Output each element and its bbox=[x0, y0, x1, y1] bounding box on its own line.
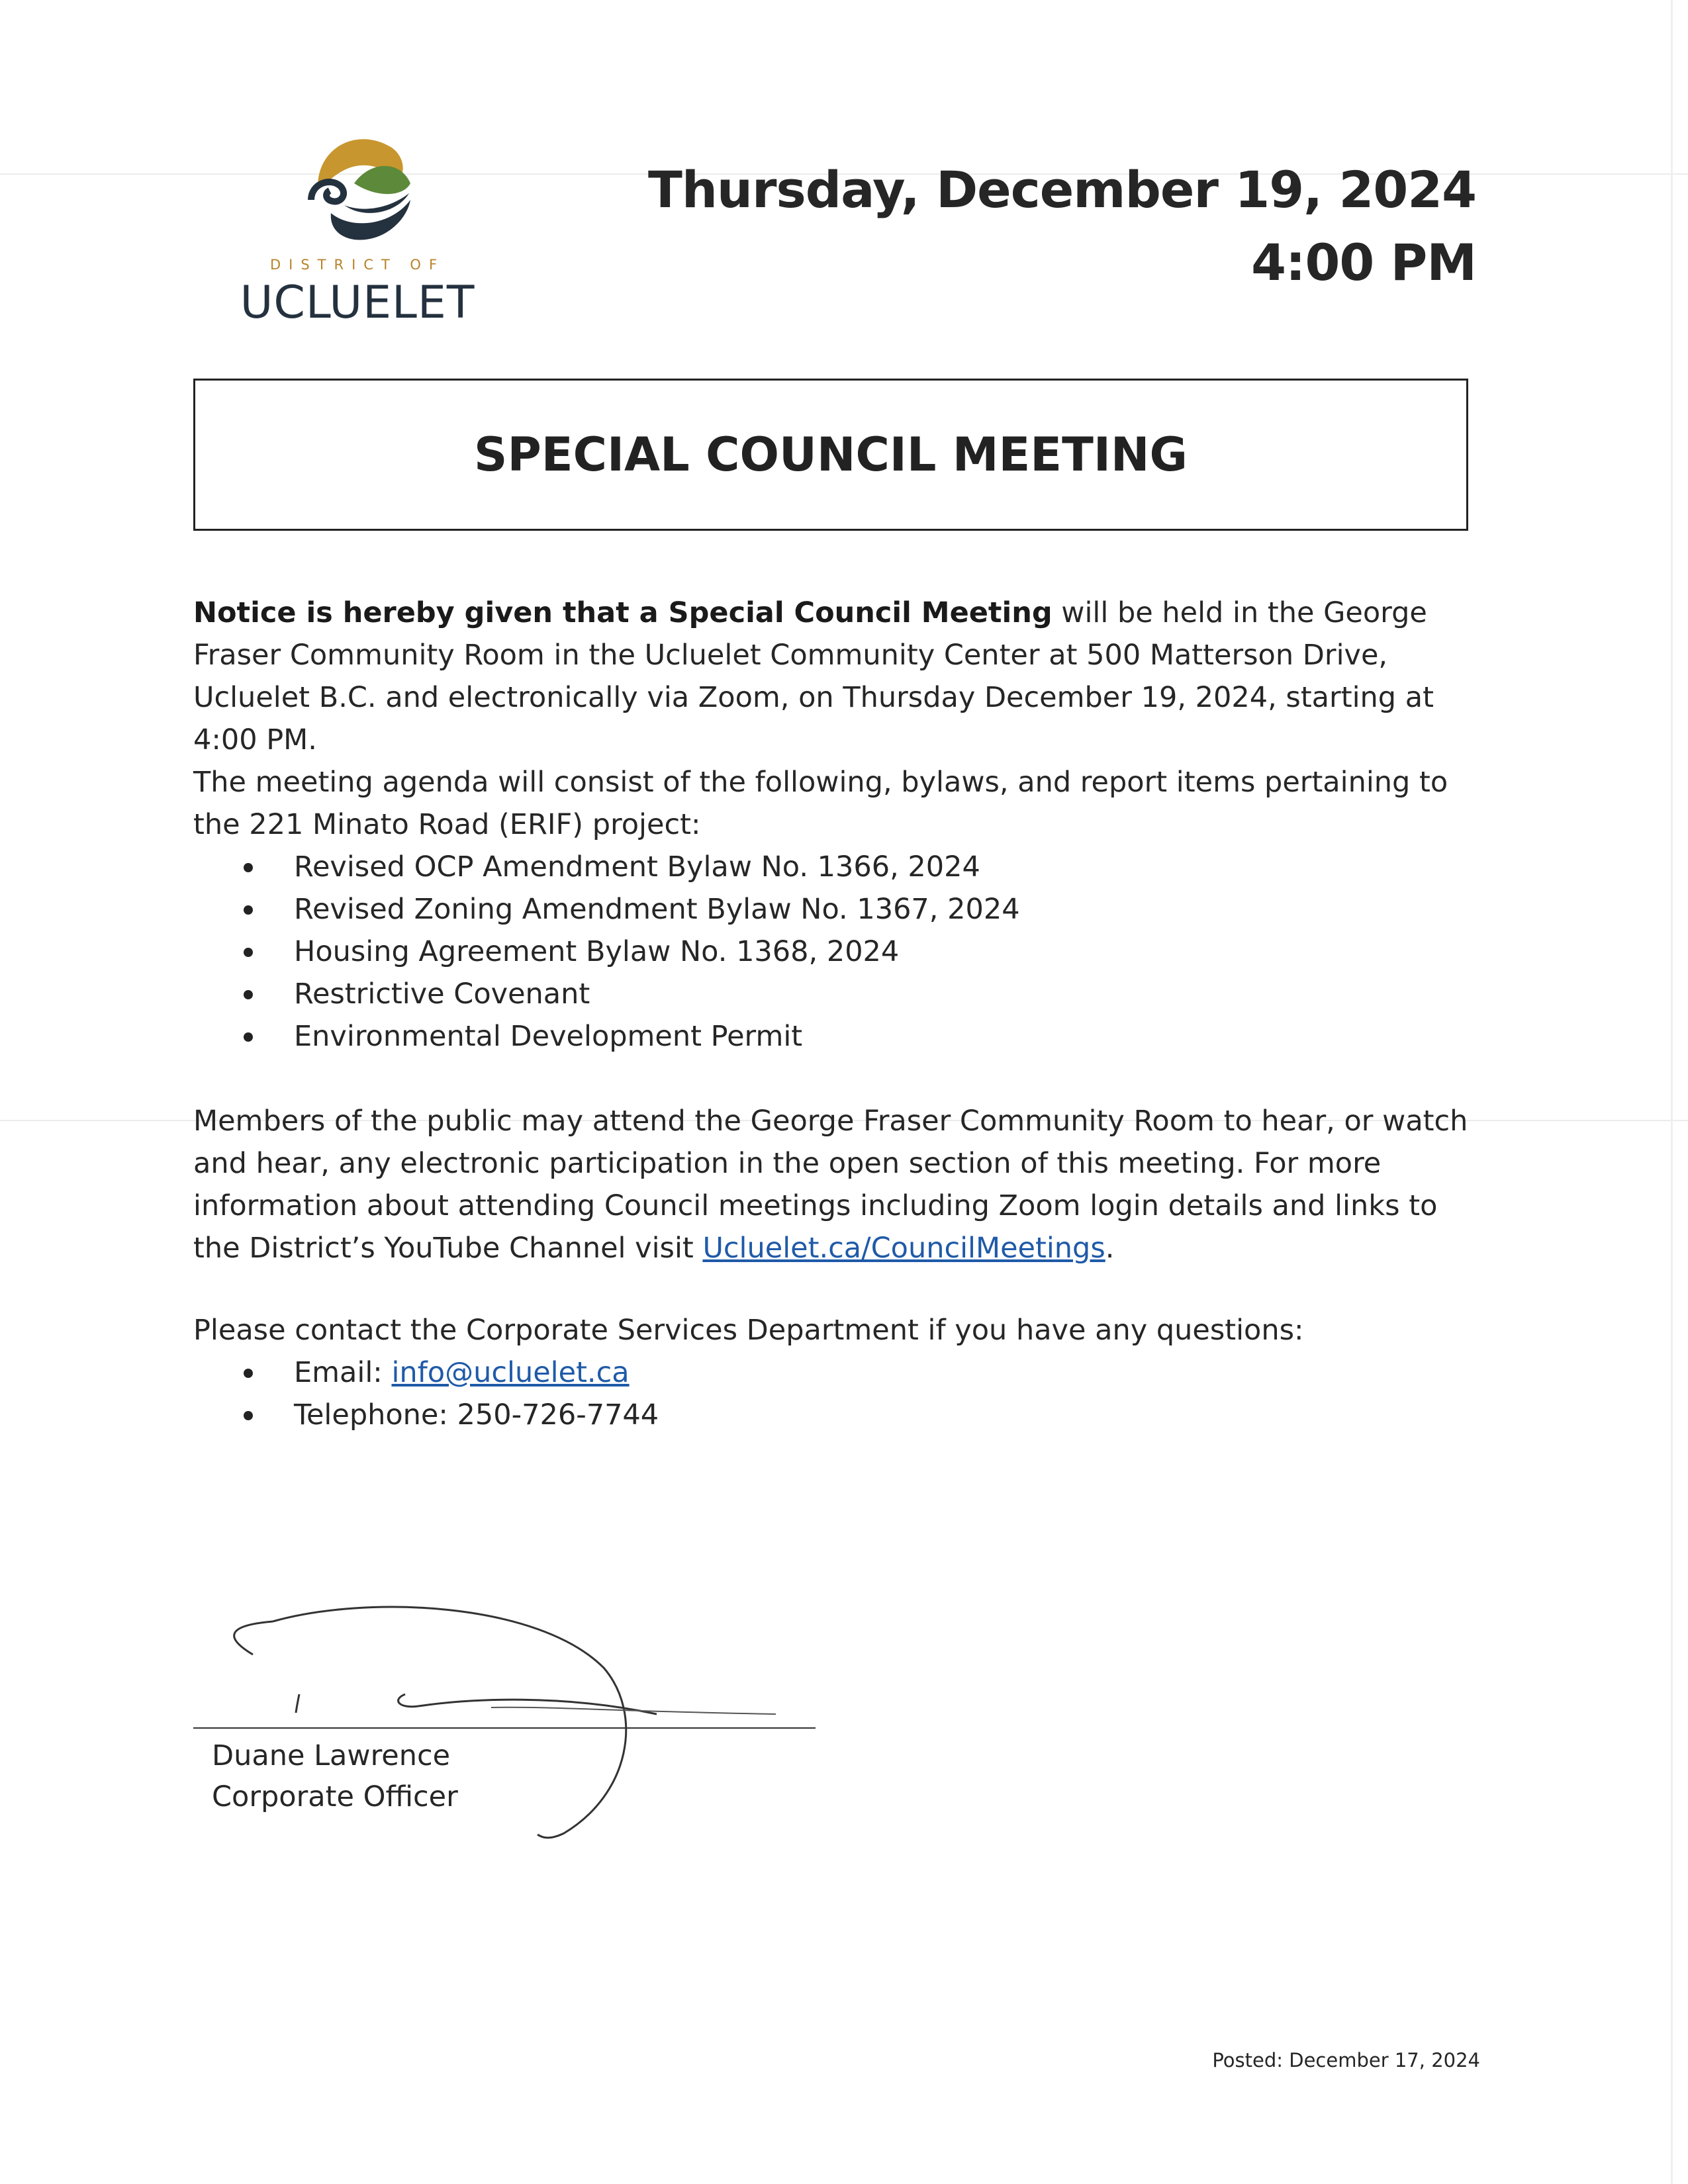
agenda-intro: The meeting agenda will consist of the following, bylaws, and report items pertaining to the 221 Minato Road (ERIF) project: bbox=[193, 766, 1448, 841]
notice-text: will be held in the George Fraser Community Room in the Ucluelet Community Center at 500 Matterson Drive, Ucluelet B.C. and electronically via Zoom, on Thursday December 19, 2024, starting at 4:00 PM. bbox=[193, 596, 1434, 756]
public-paragraph bbox=[193, 1100, 1491, 1269]
list-item: Revised Zoning Amendment Bylaw No. 1367, 2024 bbox=[193, 888, 1020, 931]
list-item: Restrictive Covenant bbox=[193, 973, 1020, 1015]
signature-block bbox=[193, 1582, 822, 1860]
contact-intro: Please contact the Corporate Services Department if you have any questions: bbox=[193, 1314, 1304, 1347]
contact-phone-item: Telephone: 250-726-7744 bbox=[193, 1394, 659, 1436]
signature-line bbox=[193, 1727, 816, 1729]
page-title: SPECIAL COUNCIL MEETING bbox=[474, 428, 1188, 482]
email-link[interactable]: info@ucluelet.ca bbox=[391, 1356, 630, 1389]
list-item: Revised OCP Amendment Bylaw No. 1366, 2024 bbox=[193, 846, 1020, 888]
logo-district-text: DISTRICT OF bbox=[269, 257, 445, 273]
meeting-date: Thursday, December 19, 2024 bbox=[647, 160, 1476, 219]
council-meetings-link[interactable]: Ucluelet.ca/CouncilMeetings bbox=[702, 1232, 1105, 1265]
signatory-name: Duane Lawrence bbox=[212, 1739, 451, 1772]
agenda-list bbox=[193, 846, 1020, 1058]
meeting-time: 4:00 PM bbox=[1251, 233, 1476, 292]
scan-edge-right bbox=[1671, 0, 1673, 2184]
notice-paragraph bbox=[193, 592, 1491, 761]
signatory-title: Corporate Officer bbox=[212, 1780, 458, 1813]
public-text: Members of the public may attend the George Fraser Community Room to hear, or watch and hear, any electronic participation in the open section of this meeting. For more information about attending Council meetings including Zoom login details and links to the District’s YouTube Channel visit bbox=[193, 1105, 1468, 1265]
posted-date: Posted: December 17, 2024 bbox=[1212, 2049, 1480, 2071]
list-item: Environmental Development Permit bbox=[193, 1015, 1020, 1058]
list-item: Housing Agreement Bylaw No. 1368, 2024 bbox=[193, 931, 1020, 973]
title-box bbox=[193, 379, 1468, 531]
contact-list bbox=[193, 1351, 659, 1436]
email-label: Email: bbox=[294, 1356, 392, 1389]
notice-lead: Notice is hereby given that a Special Council Meeting bbox=[193, 596, 1053, 629]
meeting-datetime bbox=[648, 154, 1476, 299]
ucluelet-logo-icon bbox=[291, 120, 424, 253]
public-end: . bbox=[1105, 1232, 1115, 1265]
contact-email-item bbox=[193, 1351, 659, 1394]
district-logo bbox=[225, 120, 490, 332]
logo-name-text: UCLUELET bbox=[240, 277, 475, 329]
handwritten-signature-icon bbox=[193, 1582, 822, 1860]
